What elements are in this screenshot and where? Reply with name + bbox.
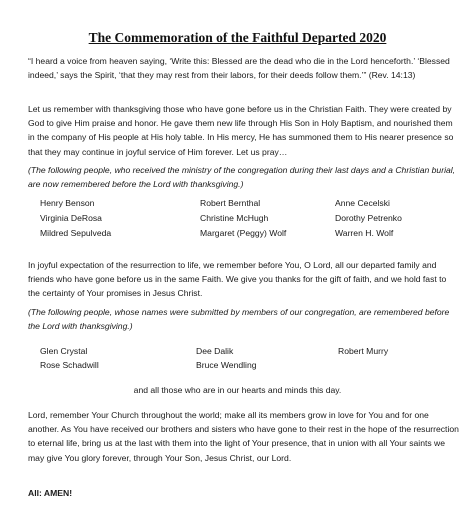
name-entry: Robert Bernthal	[200, 198, 261, 208]
closing-paragraph: Lord, remember Your Church throughout the world; make all its members grow in love for You and for one another. As You have received our brothers and sisters who have gone to their rest in the hope of the resurrection to eternal life, bring us at the last with them into the light of Your presence, that in union with all Your saints we may give You glory forever, through Your Son, Jesus Christ, our Lord.	[28, 410, 459, 463]
name-entry: Dee Dalik	[196, 346, 234, 356]
name-entry: Robert Murry	[338, 346, 389, 356]
submitted-note: (The following people, whose names were submitted by members of our congregation, are remembered before the Lord with thanksgiving.)	[28, 307, 450, 332]
ministry-note: (The following people, who received the ministry of the congregation during their last days and a Christian burial, are now remembered before the Lord with thanksgiving.)	[28, 165, 456, 190]
name-entry: Glen Crystal	[40, 346, 88, 356]
page-title: The Commemoration of the Faithful Departed 2020	[88, 30, 387, 45]
all-those-line: and all those who are in our hearts and minds this day.	[133, 385, 342, 395]
name-entry: Dorothy Petrenko	[335, 213, 402, 223]
name-entry: Anne Cecelski	[335, 198, 390, 208]
remember-paragraph: Let us remember with thanksgiving those who have gone before us in the Christian Faith. They were created by God to give Him praise and honor. He gave them new life through His Son in Holy Baptism, and nourished them in the company of His people at His holy table. In His mercy, He has summoned them to His nearer presence so that they may continue in joyful service of Him forever. Let us pray…	[28, 104, 454, 157]
name-entry: Rose Schadwill	[40, 360, 99, 370]
amen-response: All: AMEN!	[28, 488, 73, 498]
scripture-quote: “I heard a voice from heaven saying, ‘Write this: Blessed are the dead who die in the Lord henceforth.’ ‘Blessed indeed,’ says the Spirit, ‘that they may rest from their labors, for their deeds follow them.’” (Rev. 14:13)	[28, 56, 450, 81]
name-entry: Henry Benson	[40, 198, 95, 208]
name-entry: Bruce Wendling	[196, 360, 257, 370]
name-entry: Warren H. Wolf	[335, 228, 394, 238]
name-entry: Christine McHugh	[200, 213, 269, 223]
joyful-paragraph: In joyful expectation of the resurrection to life, we remember before You, O Lord, all our departed family and friends who have gone before us in the same Faith. We give you thanks for the gift of faith, and we hold fast to the certainty of Your promises in Jesus Christ.	[28, 260, 447, 299]
name-entry: Margaret (Peggy) Wolf	[200, 228, 287, 238]
name-entry: Mildred Sepulveda	[40, 228, 112, 238]
name-entry: Virginia DeRosa	[40, 213, 102, 223]
